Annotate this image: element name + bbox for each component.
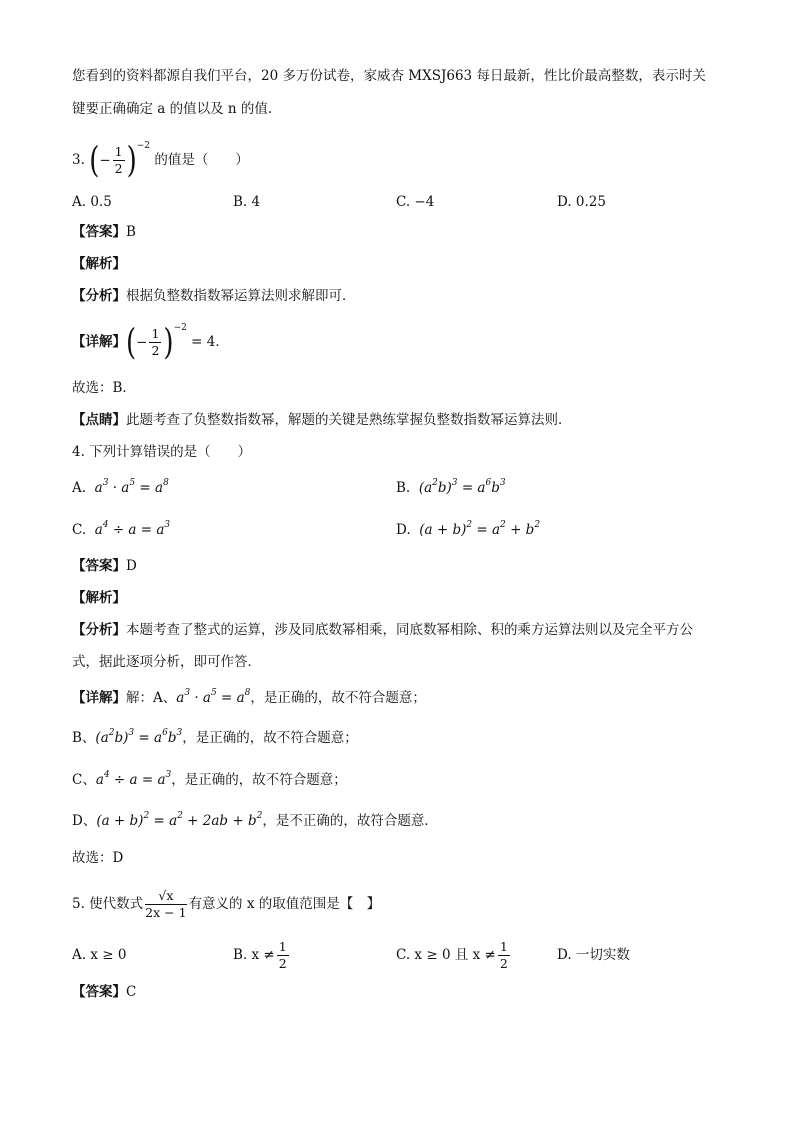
header-line-1: 您看到的资料都源自我们平台，20 多万份试卷，家威杏 MXSJ663 每日最新，性比价最高整数，表示时关 [72, 68, 706, 84]
q3-guxuan: 故选：B． [72, 380, 136, 396]
q5-option-b: B. x ≠ $\frac{1}{2}$ [233, 939, 287, 971]
q3-stem-suffix: 的值是（ ） [154, 152, 249, 168]
q5-stem: 5. 使代数式 $\frac{√x}{2x - 1}$ 有意义的 x 的取值范围是【 】 [72, 888, 381, 920]
q3-option-a: A. 0.5 [72, 194, 112, 210]
q3-answer: 【答案】B [72, 224, 136, 240]
q3-option-b: B. 4 [233, 194, 261, 210]
q4-fenxi-1: 【分析】本题考查了整式的运算，涉及同底数幂相乘，同底数幂相除、积的乘方运算法则以及完全平方公 [72, 622, 693, 638]
q3-option-d: D. 0.25 [557, 194, 606, 210]
q4-guxuan: 故选：D [72, 850, 124, 866]
q4-option-c: C. $a^4 \div a = a^3$ [72, 520, 171, 538]
q4-option-d: D. $(a + b)^2 = a^2 + b^2$ [396, 520, 541, 538]
q3-number: 3. [72, 152, 85, 168]
q4-answer: 【答案】D [72, 558, 137, 574]
q3-fenxi: 【分析】根据负整数指数幂运算法则求解即可． [72, 288, 356, 304]
q4-xiangjie-c: C、$a^4 \div a = a^3$，是正确的，故不符合题意； [72, 770, 347, 788]
q5-option-c: C. x ≥ 0 且 x ≠ $\frac{1}{2}$ [396, 939, 508, 971]
q4-option-b: B. $(a^2b)^3 = a^6b^3$ [396, 478, 506, 496]
q5-option-a: A. x ≥ 0 [72, 947, 127, 963]
q4-xiangjie-b: B、$(a^2b)^3 = a^6b^3$，是正确的，故不符合题意； [72, 728, 358, 746]
q5-fraction: $\frac{√x}{2x - 1}$ [145, 888, 187, 920]
header-line-2: 键要正确确定 a 的值以及 n 的值. [72, 101, 273, 117]
q3-option-c: C. −4 [396, 194, 435, 210]
q5-option-d: D. 一切实数 [557, 947, 630, 963]
q4-xiangjie-a: 【详解】解：A、$a^3 \cdot a^5 = a^8$，是正确的，故不符合题意； [72, 688, 426, 706]
q4-fenxi-2: 式，据此逐项分析，即可作答． [72, 654, 261, 670]
q3-fraction: $\frac{1}{2}$ [114, 144, 123, 176]
q3-dianjing: 【点睛】此题考查了负整数指数幂，解题的关键是熟练掌握负整数指数幂运算法则． [72, 412, 572, 428]
q4-stem: 4. 下列计算错误的是（ ） [72, 444, 252, 460]
q3-stem: 3. (− $\frac{1}{2}$ )$^{-2}$ 的值是（ ） [72, 140, 249, 181]
q4-option-a: A. $a^3 \cdot a^5 = a^8$ [72, 478, 169, 496]
q3-xiangjie: 【详解】(− $\frac{1}{2}$ )$^{-2}$ = 4． [72, 322, 229, 363]
q3-exponent: −2 [136, 141, 151, 151]
q4-xiangjie-d: D、$(a + b)^2 = a^2 + 2ab + b^2$，是不正确的，故符合题意． [72, 811, 438, 829]
q5-answer: 【答案】C [72, 984, 137, 1000]
q3-analysis-tag: 【解析】 [72, 256, 126, 272]
q4-analysis-tag: 【解析】 [72, 590, 126, 606]
